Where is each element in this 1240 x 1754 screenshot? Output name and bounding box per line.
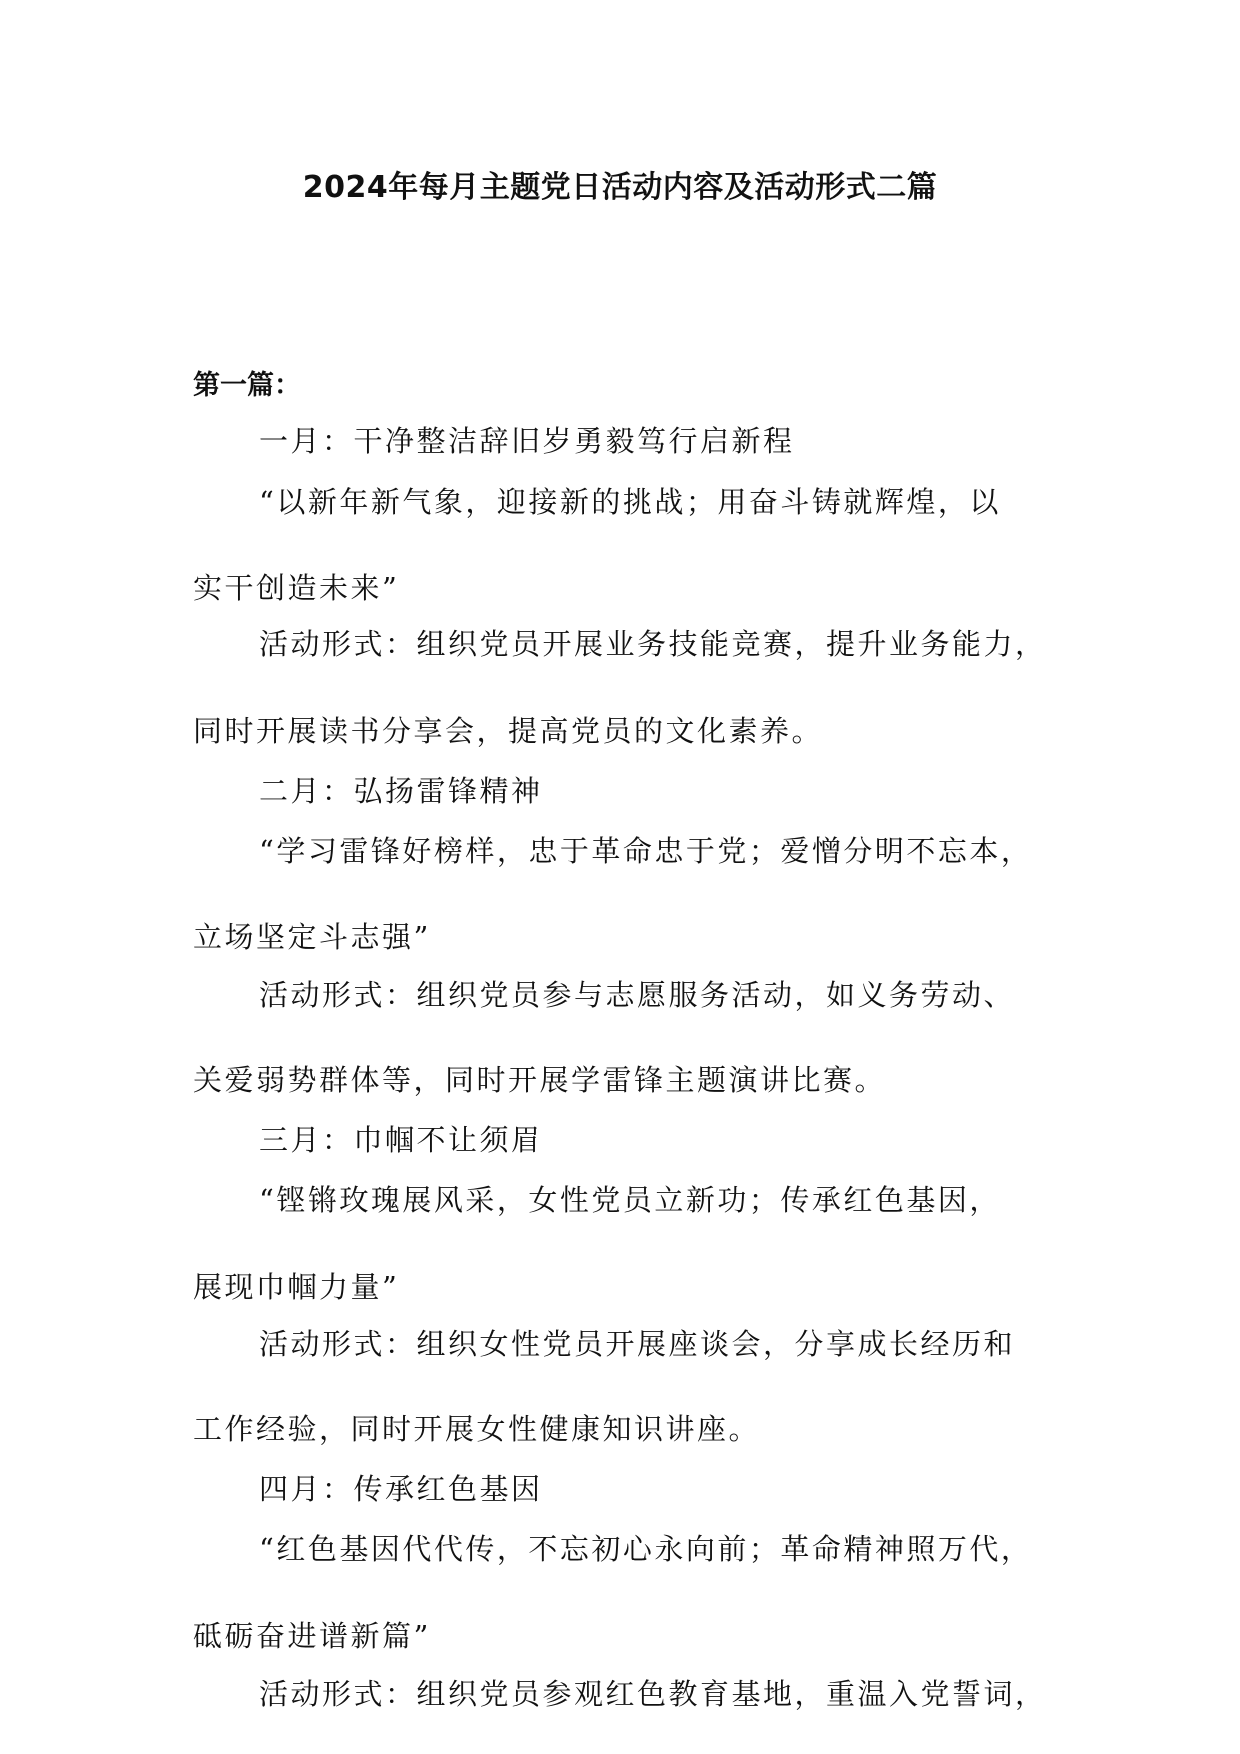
slogan-march-line2: 展现巾帼力量” bbox=[193, 1270, 400, 1304]
slogan-january-line1: “以新年新气象，迎接新的挑战；用奋斗铸就辉煌，以 bbox=[259, 485, 1001, 519]
activity-form-january-line1: 活动形式：组织党员开展业务技能竞赛，提升业务能力， bbox=[259, 627, 1047, 661]
month-heading-march: 三月：巾帼不让须眉 bbox=[259, 1123, 543, 1157]
activity-form-march-line1: 活动形式：组织女性党员开展座谈会，分享成长经历和 bbox=[259, 1327, 1016, 1361]
slogan-march-line1: “铿锵玫瑰展风采，女性党员立新功；传承红色基因， bbox=[259, 1183, 1001, 1217]
slogan-february-line1: “学习雷锋好榜样，忠于革命忠于党；爱憎分明不忘本， bbox=[259, 834, 1033, 868]
document-title: 2024年每月主题党日活动内容及活动形式二篇 bbox=[302, 170, 938, 205]
activity-form-february-line2: 关爱弱势群体等，同时开展学雷锋主题演讲比赛。 bbox=[193, 1063, 887, 1097]
activity-form-january-line2: 同时开展读书分享会，提高党员的文化素养。 bbox=[193, 714, 824, 748]
activity-form-february-line1: 活动形式：组织党员参与志愿服务活动，如义务劳动、 bbox=[259, 978, 1016, 1012]
slogan-january-line2: 实干创造未来” bbox=[193, 571, 400, 605]
activity-form-april-line1: 活动形式：组织党员参观红色教育基地，重温入党誓词， bbox=[259, 1677, 1047, 1711]
section-heading: 第一篇： bbox=[193, 370, 301, 401]
slogan-april-line1: “红色基因代代传，不忘初心永向前；革命精神照万代， bbox=[259, 1532, 1033, 1566]
month-heading-april: 四月：传承红色基因 bbox=[259, 1472, 543, 1506]
month-heading-january: 一月：干净整洁辞旧岁勇毅笃行启新程 bbox=[259, 424, 795, 458]
slogan-february-line2: 立场坚定斗志强” bbox=[193, 920, 431, 954]
month-heading-february: 二月：弘扬雷锋精神 bbox=[259, 774, 543, 808]
activity-form-march-line2: 工作经验，同时开展女性健康知识讲座。 bbox=[193, 1412, 761, 1446]
slogan-april-line2: 砥砺奋进谱新篇” bbox=[193, 1619, 431, 1653]
